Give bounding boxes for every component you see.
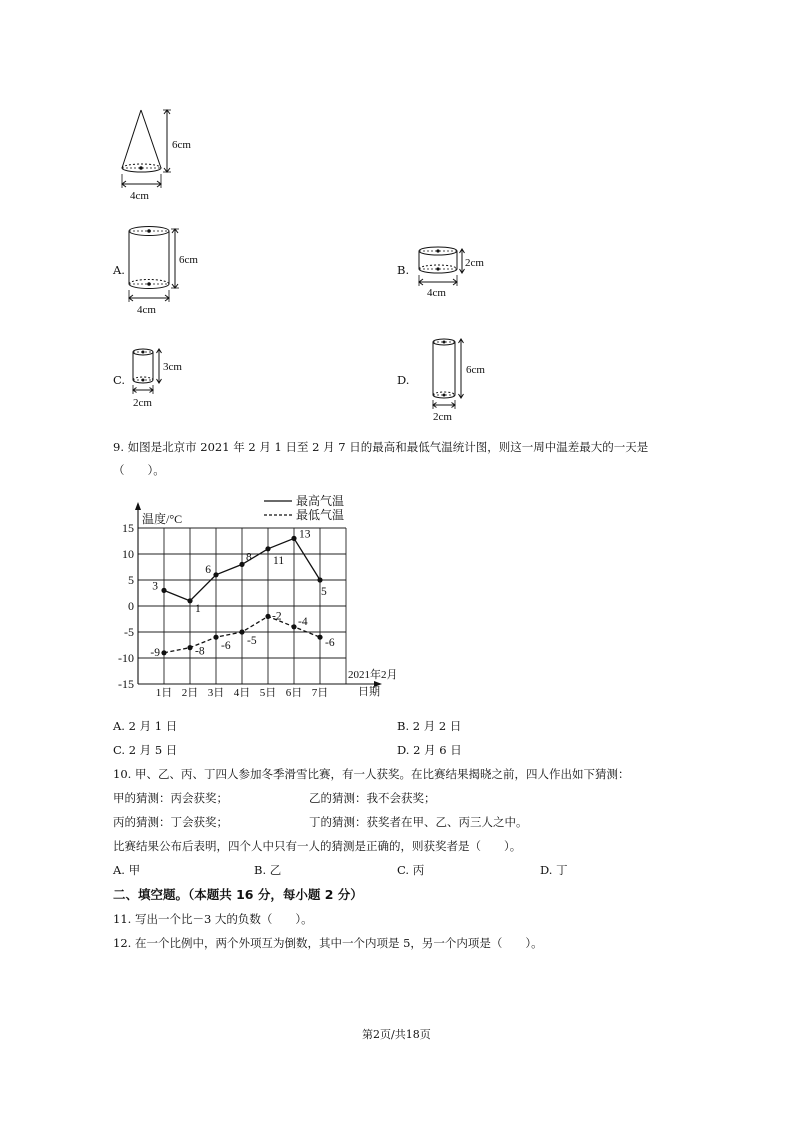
option-d-letter: D. (397, 373, 410, 387)
x-tick-label: 6日 (285, 687, 303, 699)
legend-label: 最低气温 (296, 508, 345, 522)
x-tick-label: 7日 (311, 687, 329, 699)
data-point (213, 635, 218, 640)
data-point (239, 629, 244, 634)
cylinder-d-height-label: 6cm (466, 364, 485, 376)
q9-option-d: D. 2 月 6 日 (397, 743, 462, 757)
data-point (161, 588, 166, 593)
data-label: 11 (273, 554, 285, 567)
cone-diameter-label: 4cm (130, 190, 149, 202)
legend-label: 最高气温 (296, 494, 345, 508)
y-tick-label: 0 (128, 599, 134, 613)
cylinder-b-diameter-label: 4cm (427, 287, 446, 299)
data-point (265, 614, 270, 619)
cylinder-d-diameter-label: 2cm (433, 411, 452, 423)
option-c-letter: C. (113, 373, 126, 387)
cylinder-a-diameter-label: 4cm (137, 304, 156, 316)
data-label: 8 (246, 551, 252, 564)
y-tick-label: 5 (128, 573, 134, 587)
data-point (291, 624, 296, 629)
q11-text: 11. 写出一个比－3 大的负数（ ）。 (113, 912, 313, 926)
y-tick-label: 10 (122, 547, 134, 561)
q9-stem-line1: 9. 如图是北京市 2021 年 2 月 1 日至 2 月 7 日的最高和最低气温统计图，则这一周中温差最大的一天是 (113, 440, 649, 454)
data-point (239, 562, 244, 567)
cylinder-c-figure (128, 345, 198, 411)
cone-height-label: 6cm (172, 139, 191, 151)
cylinder-c-height-label: 3cm (163, 361, 182, 373)
x-tick-label: 4日 (233, 687, 251, 699)
data-point (317, 635, 322, 640)
x-tick-label: 1日 (155, 687, 173, 699)
x-axis-label-top: 2021年2月 (348, 669, 398, 681)
x-axis-label: 日期 (358, 686, 380, 698)
y-tick-label: -15 (118, 677, 134, 691)
q9-option-a: A. 2 月 1 日 (113, 719, 178, 733)
data-label: -5 (247, 635, 257, 647)
y-axis-arrow (135, 502, 141, 510)
data-point (187, 598, 192, 603)
cylinder-c-diameter-label: 2cm (133, 397, 152, 409)
data-label: 3 (152, 580, 158, 593)
data-label: 5 (321, 586, 327, 598)
option-b-letter: B. (397, 263, 410, 277)
q10-guess-bing: 丙的猜测：丁会获奖； (113, 815, 228, 829)
data-point (213, 572, 218, 577)
cylinder-a-height-label: 6cm (179, 254, 198, 266)
q12-text: 12. 在一个比例中，两个外项互为倒数，其中一个内项是 5，另一个内项是（ ）。 (113, 936, 543, 950)
option-a-letter: A. (113, 263, 125, 277)
data-label: -8 (195, 645, 205, 658)
data-label: 6 (205, 563, 211, 576)
q10-guess-jia: 甲的猜测：丙会获奖； (113, 791, 228, 805)
data-label: -6 (325, 637, 335, 650)
q10-option-b: B. 乙 (254, 863, 282, 877)
section-2-title: 二、填空题。（本题共 16 分，每小题 2 分） (113, 887, 363, 902)
data-label: -4 (298, 615, 308, 628)
page-footer: 第2页/共18页 (362, 1028, 431, 1041)
cylinder-b-figure (416, 244, 496, 300)
data-label: 1 (195, 602, 201, 615)
data-label: -6 (221, 640, 231, 653)
q10-option-d: D. 丁 (540, 863, 568, 877)
data-point (161, 650, 166, 655)
data-label: -2 (272, 610, 282, 623)
q10-question: 比赛结果公布后表明，四个人中只有一人的猜测是正确的，则获奖者是（ ）。 (113, 839, 522, 853)
q10-guess-yi: 乙的猜测：我不会获奖； (309, 791, 436, 805)
y-tick-label: 15 (122, 521, 134, 535)
data-point (187, 645, 192, 650)
q9-stem-line2: （ ）。 (113, 463, 165, 477)
q10-intro: 10. 甲、乙、丙、丁四人参加冬季滑雪比赛，有一人获奖。在比赛结果揭晓之前，四人作出如下猜测： (113, 767, 630, 781)
q10-guess-ding: 丁的猜测：获奖者在甲、乙、丙三人之中。 (309, 815, 528, 829)
x-tick-label: 5日 (259, 687, 277, 699)
data-point (291, 536, 296, 541)
y-tick-label: -10 (118, 651, 134, 665)
q10-option-c: C. 丙 (397, 863, 425, 877)
q10-option-a: A. 甲 (113, 863, 141, 877)
cone-figure (116, 108, 206, 204)
x-tick-label: 2日 (181, 687, 199, 699)
data-point (265, 546, 270, 551)
y-tick-label: -5 (124, 625, 134, 639)
data-label: 13 (299, 528, 311, 541)
x-tick-label: 3日 (207, 687, 225, 699)
data-point (317, 577, 322, 582)
cylinder-b-height-label: 2cm (465, 257, 484, 269)
q9-option-b: B. 2 月 2 日 (397, 719, 462, 733)
data-label: -9 (150, 646, 160, 659)
cylinder-d-figure (428, 334, 498, 424)
temperature-chart (112, 492, 412, 702)
cylinder-a-figure (124, 222, 214, 318)
q9-option-c: C. 2 月 5 日 (113, 743, 178, 757)
y-axis-label: 温度/°C (142, 512, 183, 526)
